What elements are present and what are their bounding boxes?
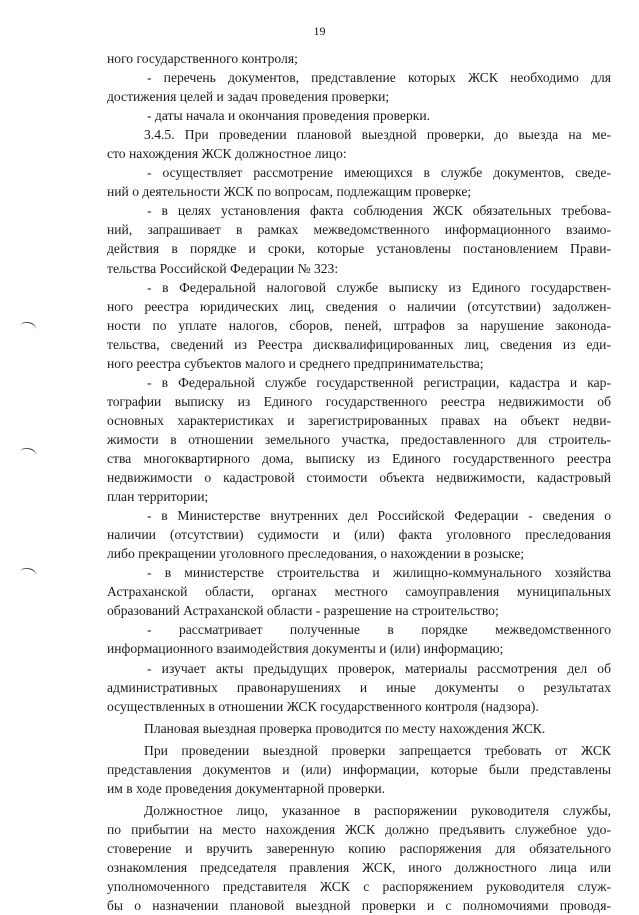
- text-line: - в целях установления факта соблюдения ЖСК обязательных требова-: [147, 203, 611, 219]
- text-line: образований Астраханской области - разрешение на строительство;: [107, 603, 499, 619]
- text-line: осуществленных в отношении ЖСК государственного контроля (надзора).: [107, 698, 539, 714]
- document-body: [107, 49, 611, 915]
- text-line: представления документов и (или) информации, которые были представлены: [107, 761, 611, 777]
- text-line: административных правонарушениях и иные документы о результатах: [107, 679, 611, 695]
- text-line: бы о назначении плановой выездной проверки и с полномочиями проводя-: [107, 898, 611, 914]
- text-line: либо прекращении уголовного преследования, о нахождении в розыске;: [107, 546, 525, 562]
- text-line: план территории;: [107, 489, 209, 505]
- text-line: ного реестра юридических лиц, сведения о наличии (отсутствии) задолжен-: [107, 298, 611, 314]
- scan-artifact-mark: [19, 320, 37, 334]
- text-line: сто нахождения ЖСК должностное лицо:: [107, 146, 347, 162]
- text-line: ного реестра субъектов малого и среднего предпринимательства;: [107, 355, 484, 371]
- scan-artifact-mark: [19, 566, 37, 580]
- text-line: Астраханской области, органах местного самоуправления муниципальных: [107, 584, 611, 600]
- text-line: достижения целей и задач проведения проверки;: [107, 89, 390, 105]
- text-line: ний, запрашивает в рамках межведомственного информационного взаимо-: [107, 222, 611, 238]
- text-line: наличии (отсутствии) судимости и (или) факта уголовного преследования: [107, 527, 611, 543]
- text-line: ства многоквартирного дома, выписку из Единого государственного реестра: [107, 450, 611, 466]
- text-line: - изучает акты предыдущих проверок, материалы рассмотрения дел об: [147, 660, 611, 676]
- text-line: ний о деятельности ЖСК по вопросам, подлежащим проверке;: [107, 184, 472, 200]
- text-line: Плановая выездная проверка проводится по месту нахождения ЖСК.: [144, 720, 546, 736]
- text-line: - осуществляет рассмотрение имеющихся в службе документов, сведе-: [147, 165, 611, 181]
- text-line: ности по уплате налогов, сборов, пеней, штрафов за нарушение законода-: [107, 317, 611, 333]
- text-line: - рассматривает полученные в порядке межведомственного: [147, 622, 611, 638]
- text-line: им в ходе проведения документарной проверки.: [107, 780, 385, 796]
- text-line: уполномоченного представителя ЖСК с распоряжением руководителя служ-: [107, 879, 611, 895]
- scan-artifact-mark: [19, 446, 37, 460]
- text-line: - в министерстве строительства и жилищно-коммунального хозяйства: [147, 565, 611, 581]
- text-line: стоверение и вручить заверенную копию распоряжения для обязательного: [107, 840, 611, 856]
- text-line: по прибытии на место нахождения ЖСК должно предъявить служебное удо-: [107, 821, 611, 837]
- text-line: Должностное лицо, указанное в распоряжении руководителя службы,: [144, 802, 611, 818]
- text-line: тографии выписку из Единого государственного реестра недвижимости об: [107, 393, 611, 409]
- text-line: ного государственного контроля;: [107, 51, 298, 66]
- text-line: - даты начала и окончания проведения проверки.: [147, 108, 431, 124]
- text-line: При проведении выездной проверки запрещается требовать от ЖСК: [144, 742, 611, 758]
- text-line: действия в порядке и сроки, которые установлены постановлением Прави-: [107, 241, 611, 257]
- text-line: недвижимости о кадастровой стоимости объекта недвижимости, кадастровый: [107, 470, 611, 486]
- text-line: - перечень документов, представление которых ЖСК необходимо для: [147, 70, 611, 86]
- text-line: - в Федеральной налоговой службе выписку из Единого государствен-: [147, 279, 611, 295]
- text-line: 3.4.5. При проведении плановой выездной проверки, до выезда на ме-: [144, 127, 611, 143]
- text-line: основных характеристиках и зарегистрированных правах на объект недви-: [107, 412, 611, 428]
- text-line: информационного взаимодействия документы и (или) информацию;: [107, 641, 504, 657]
- text-line: тельства Российской Федерации № 323:: [107, 260, 339, 276]
- text-line: - в Министерстве внутренних дел Российской Федерации - сведения о: [147, 508, 611, 524]
- text-line: - в Федеральной службе государственной регистрации, кадастра и кар-: [147, 374, 611, 390]
- text-line: жимости в отношении земельного участка, предоставленного для строитель-: [107, 431, 611, 447]
- page-number: 19: [313, 24, 326, 38]
- text-line: ознакомления председателя правления ЖСК, иного должностного лица или: [107, 859, 611, 875]
- text-line: тельства, сведений из Реестра дисквалифицированных лиц, сведения из еди-: [107, 336, 611, 352]
